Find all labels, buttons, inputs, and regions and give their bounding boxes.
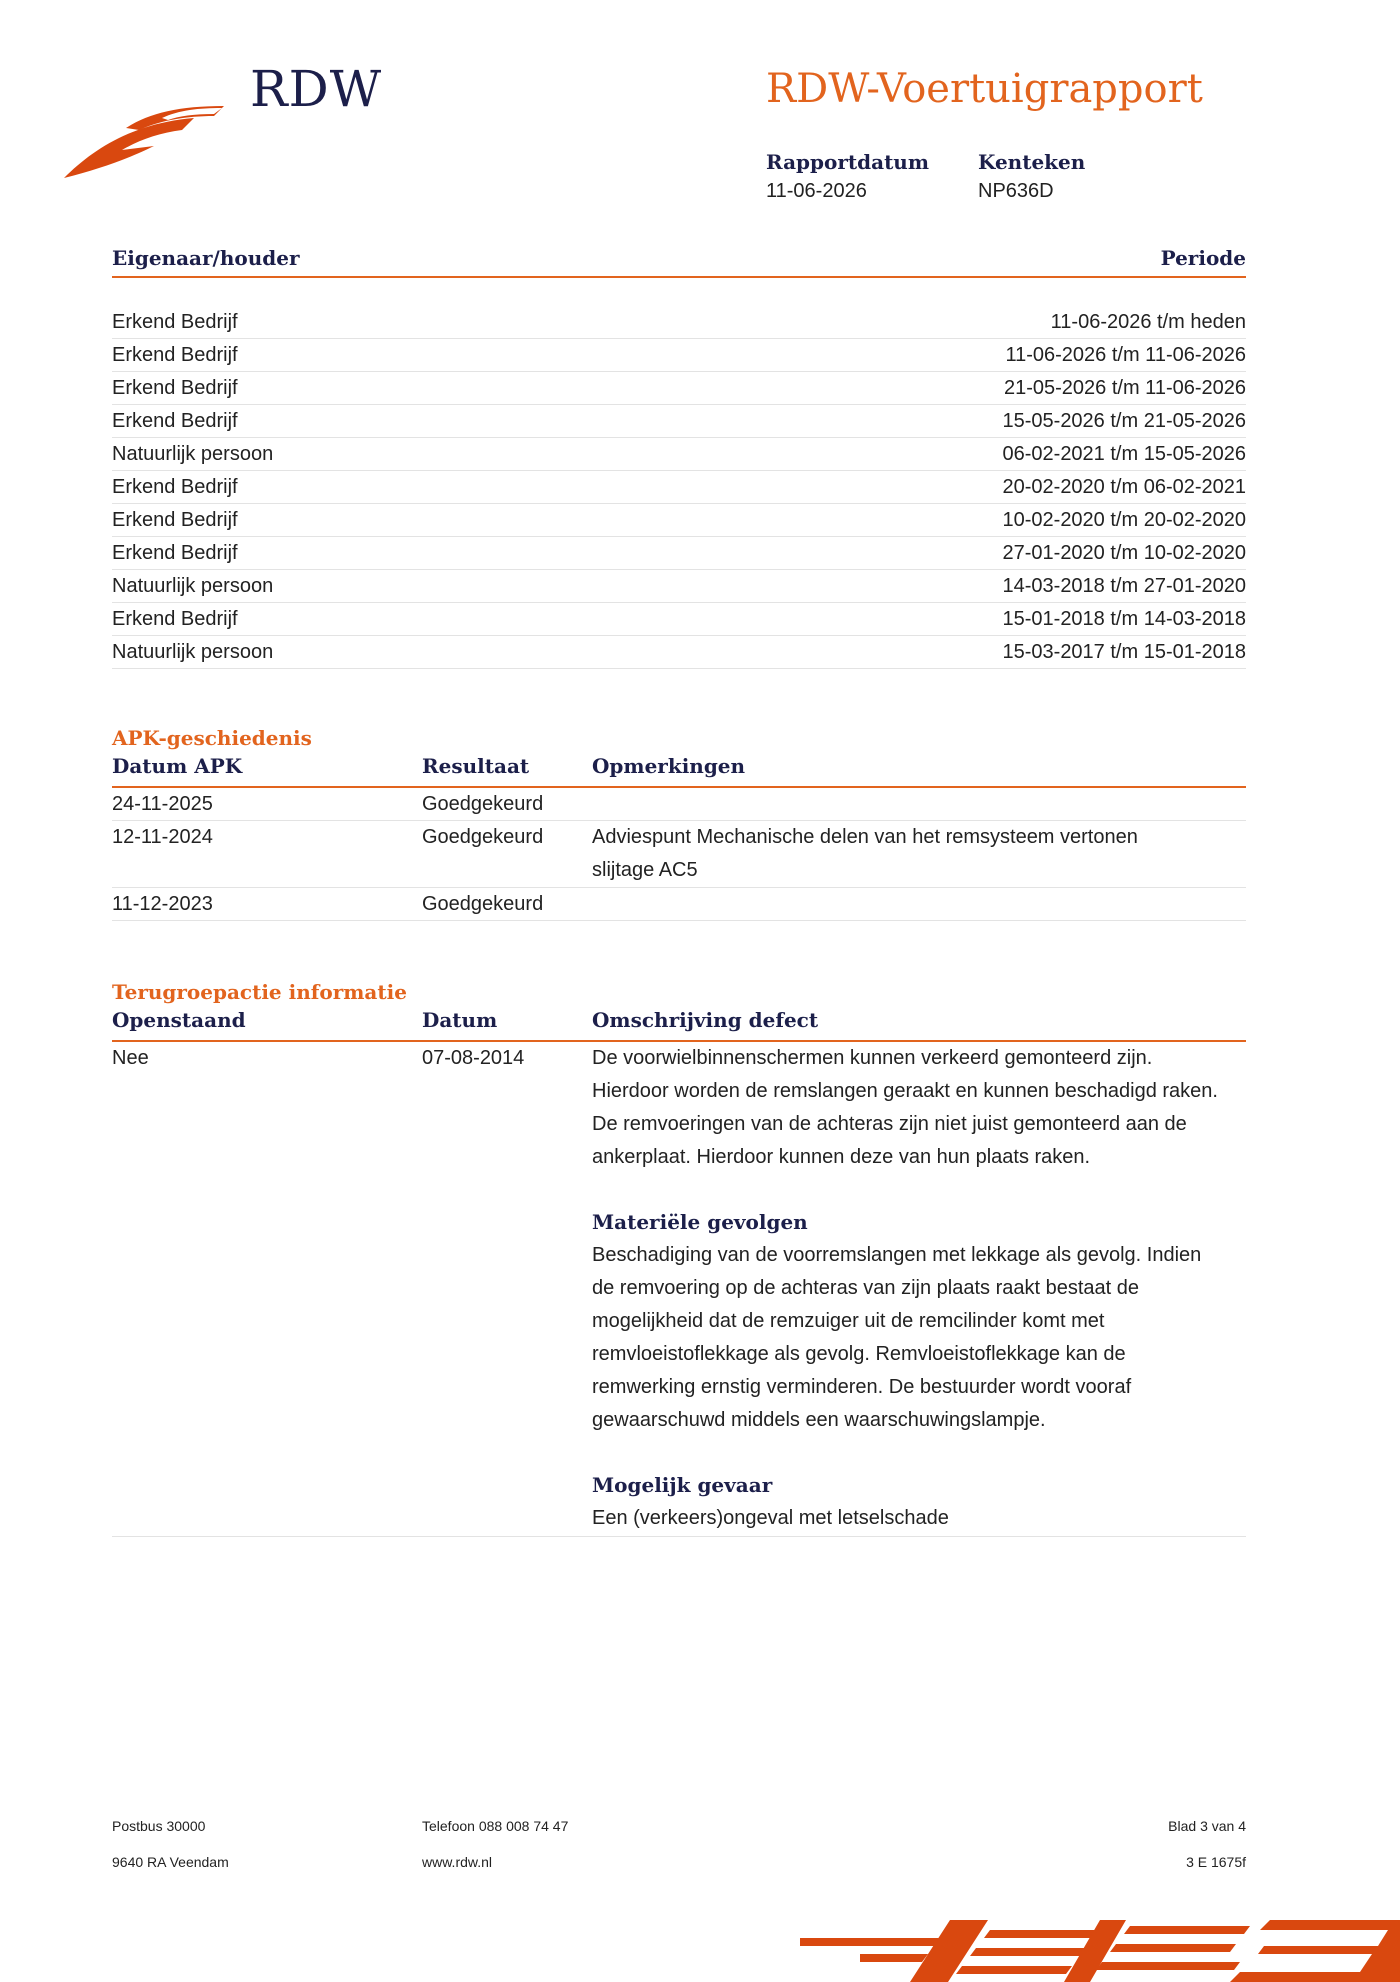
recall-date-value: 07-08-2014 [422, 1047, 525, 1069]
owner-table-header [112, 246, 1246, 278]
license-plate-block [978, 150, 1085, 203]
report-date-value: 11-06-2026 [766, 180, 867, 202]
apk-result-column-header: Resultaat [422, 754, 530, 778]
apk-row [112, 821, 1246, 888]
owner-type: Erkend Bedrijf [112, 344, 238, 366]
recall-date-column-header: Datum [422, 1008, 498, 1032]
owner-row [112, 372, 1246, 405]
apk-date: 24-11-2025 [112, 793, 213, 815]
owner-type: Natuurlijk persoon [112, 443, 274, 465]
owner-period: 10-02-2020 t/m 20-02-2020 [1002, 509, 1246, 531]
owner-row [112, 438, 1246, 471]
report-date-block [766, 150, 929, 203]
recall-section [112, 980, 1246, 1537]
apk-history-section [112, 726, 1246, 921]
apk-remarks-column-header: Opmerkingen [592, 754, 746, 778]
footer-address [112, 1808, 229, 1880]
owner-period: 06-02-2021 t/m 15-05-2026 [1002, 443, 1246, 465]
recall-description: De voorwielbinnenschermen kunnen verkeerd gemonteerd zijn. Hierdoor worden de remslangen geraakt en kunnen beschadigd raken. De remvoeringen van de achteras zijn niet juist gemonteerd aan de ankerplaat. Hierdoor kunnen deze van hun plaats raken. [592, 1047, 1218, 1168]
owner-type: Natuurlijk persoon [112, 575, 274, 597]
apk-remarks: Adviespunt Mechanische delen van het remsysteem vertonen slijtage AC5 [592, 826, 1138, 881]
apk-row [112, 788, 1246, 821]
owner-type: Natuurlijk persoon [112, 641, 274, 663]
owner-row [112, 537, 1246, 570]
rdw-stripes-icon [800, 1920, 1400, 1982]
owner-row [112, 339, 1246, 372]
owner-period: 15-01-2018 t/m 14-03-2018 [1002, 608, 1246, 630]
footer-page-info [1046, 1808, 1246, 1880]
owner-row [112, 570, 1246, 603]
footer-website-link[interactable]: www.rdw.nl [422, 1854, 493, 1870]
danger-text: Een (verkeers)ongeval met letselschade [592, 1507, 949, 1529]
recall-open-value: Nee [112, 1047, 149, 1069]
footer-address-line2: 9640 RA Veendam [112, 1854, 229, 1870]
footer-phone: Telefoon 088 008 74 47 [422, 1818, 569, 1834]
apk-row [112, 888, 1246, 921]
consequences-text: Beschadiging van de voorremslangen met lekkage als gevolg. Indien de remvoering op de achteras van zijn plaats raakt bestaat de mogelijkheid dat de remzuiger uit de remcilinder komt met remvloeistoflekkage als gevolg. Remvloeistoflekkage kan de remwerking ernstig verminderen. De bestuurder wordt vooraf gewaarschuwd middels een waarschuwingslampje. [592, 1244, 1202, 1431]
danger-title: Mogelijk gevaar [592, 1473, 773, 1497]
apk-table-header [112, 754, 1246, 788]
apk-result: Goedgekeurd [422, 826, 544, 848]
owner-row [112, 306, 1246, 339]
license-plate-label: Kenteken [978, 150, 1086, 174]
apk-rows [112, 788, 1246, 921]
apk-date-column-header: Datum APK [112, 754, 243, 778]
owner-period: 20-02-2020 t/m 06-02-2021 [1002, 476, 1246, 498]
consequences-title: Materiële gevolgen [592, 1210, 808, 1234]
owner-period: 21-05-2026 t/m 11-06-2026 [1003, 377, 1246, 399]
rdw-logo [64, 58, 384, 178]
apk-result: Goedgekeurd [422, 893, 544, 915]
license-plate-value: NP636D [978, 180, 1054, 202]
recall-table-header [112, 1008, 1246, 1042]
owner-row [112, 471, 1246, 504]
owner-type: Erkend Bedrijf [112, 542, 238, 564]
owner-rows [112, 306, 1246, 669]
recall-open-column-header: Openstaand [112, 1008, 246, 1032]
owner-period: 11-06-2026 t/m 11-06-2026 [1005, 344, 1246, 366]
apk-result: Goedgekeurd [422, 793, 544, 815]
apk-date: 11-12-2023 [112, 893, 213, 915]
footer-document-code: 3 E 1675f [1186, 1854, 1246, 1870]
owner-period: 27-01-2020 t/m 10-02-2020 [1002, 542, 1246, 564]
footer-address-line1: Postbus 30000 [112, 1818, 206, 1834]
owner-period: 15-05-2026 t/m 21-05-2026 [1002, 410, 1246, 432]
owner-period: 14-03-2018 t/m 27-01-2020 [1002, 575, 1246, 597]
owner-type: Erkend Bedrijf [112, 311, 238, 333]
owner-type: Erkend Bedrijf [112, 377, 238, 399]
apk-section-title: APK-geschiedenis [112, 726, 312, 750]
owner-row [112, 504, 1246, 537]
owner-type: Erkend Bedrijf [112, 476, 238, 498]
recall-row [112, 1042, 1246, 1537]
apk-date: 12-11-2024 [112, 826, 213, 848]
owner-row [112, 405, 1246, 438]
owner-type: Erkend Bedrijf [112, 410, 238, 432]
owner-type: Erkend Bedrijf [112, 608, 238, 630]
recall-description-cell [592, 1042, 1246, 1535]
logo-text: RDW [250, 60, 383, 118]
owner-type: Erkend Bedrijf [112, 509, 238, 531]
owner-period: 11-06-2026 t/m heden [1050, 311, 1246, 333]
owner-column-header: Eigenaar/houder [112, 246, 300, 270]
recall-description-column-header: Omschrijving defect [592, 1008, 819, 1032]
owner-history-table [112, 246, 1246, 669]
report-date-label: Rapportdatum [766, 150, 930, 174]
owner-period: 15-03-2017 t/m 15-01-2018 [1002, 641, 1246, 663]
report-title: RDW-Voertuigrapport [766, 66, 1203, 112]
footer-contact [422, 1808, 568, 1880]
footer-page-number: Blad 3 van 4 [1168, 1818, 1246, 1834]
rdw-feather-icon [64, 88, 234, 178]
owner-row [112, 603, 1246, 636]
owner-row [112, 636, 1246, 669]
period-column-header: Periode [1160, 246, 1246, 270]
recall-section-title: Terugroepactie informatie [112, 980, 407, 1004]
